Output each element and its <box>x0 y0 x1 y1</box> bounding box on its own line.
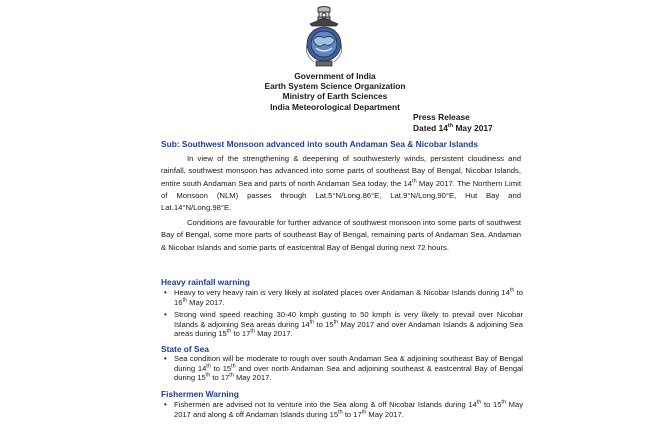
heading-heavy-rainfall: Heavy rainfall warning <box>161 277 250 287</box>
bullet-text-rainfall: Heavy to very heavy rain is very likely at isolated places over Andaman & Nicobar Islands during 14th to 16th May 2017. <box>174 287 523 307</box>
press-release-title: Press Release <box>413 112 470 122</box>
subject-line: Sub: Southwest Monsoon advanced into south Andaman Sea & Nicobar Islands <box>161 139 479 149</box>
bullet-icon: • <box>164 288 167 297</box>
press-release-block <box>413 112 493 134</box>
list-item <box>161 400 523 419</box>
header-government: Government of India <box>294 71 376 81</box>
press-release-date: Dated 14th May 2017 <box>413 123 493 133</box>
paragraph-conditions: Conditions are favourable for further advance of southwest monsoon into some parts of southwest Bay of Bengal, some more parts of southeast Bay of Bengal, remaining parts of Andaman Sea, Andaman & Nicobar Islands and some parts of eastcentral Bay of Bengal during next 72 hours. <box>161 218 521 252</box>
heading-state-of-sea: State of Sea <box>161 344 209 354</box>
bullet-text-wind: Strong wind speed reaching 30-40 kmph gusting to 50 kmph is very likely to prevail over Nicobar Islands & adjoining Sea areas during 14th to 15th May 2017 and over Andaman Islands & adjoining Sea areas during 15th to 17th May 2017. <box>174 310 524 339</box>
bullet-icon: • <box>164 354 167 363</box>
paragraph-monsoon-advance: In view of the strengthening & deepening of southwesterly winds, persistent cloudiness and rainfall, southwest monsoon has advanced into some parts of southeast Bay of Bengal, Nicobar Islands, entire south Andaman Sea and parts of north Andaman Sea today, the 14th May 2017. The Northern Limit of Monsoon (NLM) passes through Lat.5°N/Long.86°E, Lat.9°N/Long.90°E, Hut Bay and Lat.14°N/Long.98°E. <box>161 154 521 213</box>
heading-fishermen-warning: Fishermen Warning <box>161 389 239 399</box>
organization-header <box>0 71 670 112</box>
list-item <box>161 288 523 307</box>
list-item <box>161 354 523 383</box>
bullet-text-fishermen: Fishermen are advised not to venture into the Sea along & off Nicobar Islands during 14th to 15th May 2017 and along & off Andaman Islands during 15th to 17th May 2017. <box>174 399 523 419</box>
list-item <box>161 310 523 339</box>
bullet-text-sea: Sea condition will be moderate to rough over south Andaman Sea & adjoining southeast Bay of Bengal during 14th to 15th and over north Andaman Sea and adjoining southeast & eastcentral Bay of Bengal during 15th to 17th May 2017. <box>174 354 523 383</box>
bullet-icon: • <box>164 400 167 409</box>
header-ministry: Ministry of Earth Sciences <box>282 91 388 102</box>
header-imd: India Meteorological Department <box>270 101 400 112</box>
header-essso: Earth System Science Organization <box>264 81 406 92</box>
imd-emblem-icon <box>296 6 352 70</box>
bullet-icon: • <box>164 310 167 319</box>
